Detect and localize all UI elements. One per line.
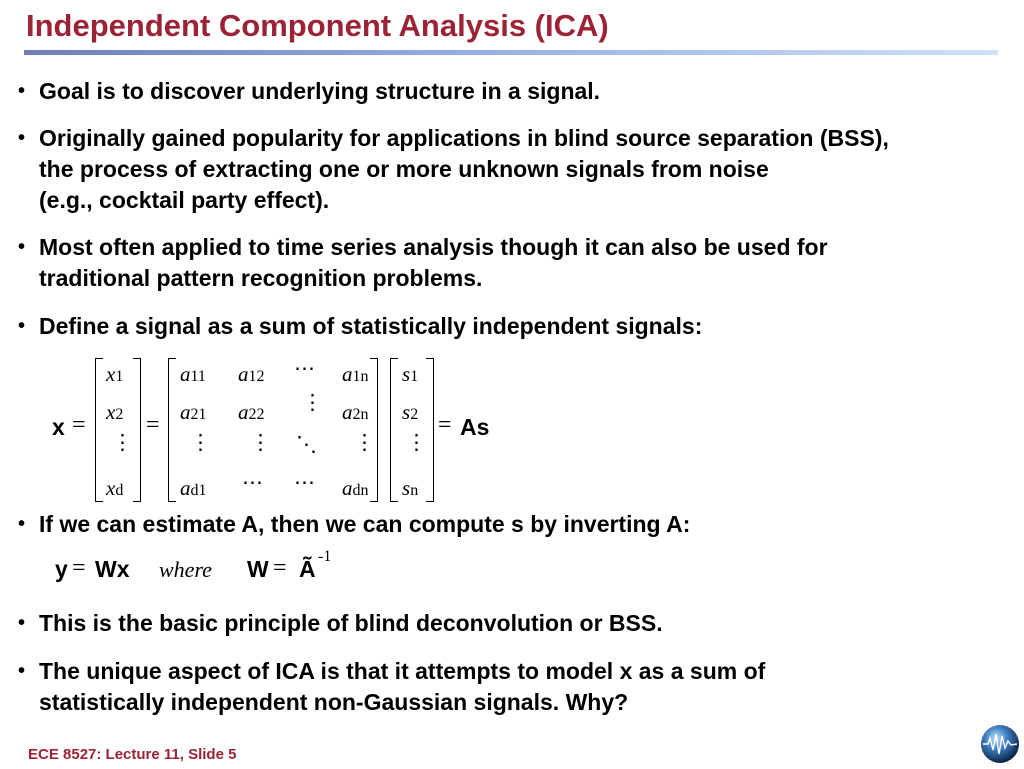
row4-hdots-1: ⋯	[242, 470, 263, 494]
eq-rhs-as: As	[460, 414, 490, 440]
col1-vdots: ⋮	[190, 430, 211, 454]
eq-w: W	[247, 556, 269, 582]
globe-logo-icon	[980, 724, 1020, 769]
eq-sign: =	[72, 555, 86, 581]
bullet-unique-aspect	[18, 656, 1008, 718]
x-bracket-right	[133, 358, 141, 502]
a-bracket-left	[168, 358, 176, 502]
col2-vdots: ⋮	[250, 430, 271, 454]
bullet-text: Originally gained popularity for applications in blind source separation (BSS), the process of extracting one or more unknown signals from noise (e.g., cocktail party effect).	[39, 125, 889, 213]
sn: sn	[402, 476, 419, 500]
slide-footer: ECE 8527: Lecture 11, Slide 5	[28, 746, 237, 763]
ddots: ⋱	[296, 432, 317, 456]
s-vdots: ⋮	[406, 430, 427, 454]
row4-hdots-2: ⋯	[294, 470, 315, 494]
bullet-text: If we can estimate A, then we can compute s by inverting A:	[39, 511, 691, 537]
col4-vdots: ⋮	[354, 430, 375, 454]
bullet-goal	[18, 76, 1008, 107]
eq-lhs-x: x	[52, 414, 65, 440]
bullet-marker: •	[18, 612, 26, 634]
bullet-define-signal	[18, 311, 1008, 342]
a12: a12	[238, 362, 265, 386]
bullet-marker: •	[18, 660, 26, 682]
bullet-time-series	[18, 232, 1008, 294]
eq-sign-2: =	[146, 412, 160, 438]
eq-y: y	[55, 556, 68, 582]
row2-vdots: ⋮	[302, 390, 323, 414]
adn: adn	[342, 476, 369, 500]
eq-a-tilde: Ã	[299, 556, 316, 582]
a22: a22	[238, 400, 265, 424]
bullet-marker: •	[18, 80, 26, 102]
bullet-marker: •	[18, 236, 26, 258]
s2: s2	[402, 400, 419, 424]
ad1: ad1	[180, 476, 207, 500]
a1n: a1n	[342, 362, 369, 386]
bullet-text: This is the basic principle of blind deconvolution or BSS.	[39, 610, 663, 636]
bullet-marker: •	[18, 315, 26, 337]
a11: a11	[180, 362, 206, 386]
a21: a21	[180, 400, 207, 424]
xd: xd	[106, 476, 124, 500]
bullet-popularity	[18, 123, 1008, 216]
slide-title: Independent Component Analysis (ICA)	[26, 8, 609, 43]
bullet-estimate-a	[18, 509, 1008, 540]
row1-hdots: ⋯	[294, 356, 315, 380]
eq-sign-2: =	[273, 555, 287, 581]
bullet-text: Most often applied to time series analysis though it can also be used for traditional pattern recognition problems.	[39, 234, 828, 291]
x1: x1	[106, 362, 124, 386]
s-bracket-right	[426, 358, 434, 502]
bullet-basic-principle	[18, 608, 1008, 639]
eq-wx: Wx	[95, 556, 130, 582]
bullet-text: Define a signal as a sum of statistically independent signals:	[39, 313, 703, 339]
x-vdots: ⋮	[112, 430, 133, 454]
eq-where: where	[159, 557, 212, 582]
eq-sign-3: =	[438, 412, 452, 438]
x2: x2	[106, 400, 124, 424]
bullet-marker: •	[18, 513, 26, 535]
bullet-text: The unique aspect of ICA is that it attempts to model x as a sum of statistically independent non-Gaussian signals. Why?	[39, 658, 766, 715]
bullet-text: Goal is to discover underlying structure in a signal.	[39, 78, 601, 104]
x-bracket-left	[95, 358, 103, 502]
s-bracket-left	[390, 358, 398, 502]
eq-exponent: -1	[318, 548, 332, 565]
a2n: a2n	[342, 400, 369, 424]
title-underline	[24, 50, 998, 55]
eq-sign: =	[72, 412, 86, 438]
matrix-equation	[50, 352, 510, 508]
bullet-marker: •	[18, 127, 26, 149]
s1: s1	[402, 362, 419, 386]
